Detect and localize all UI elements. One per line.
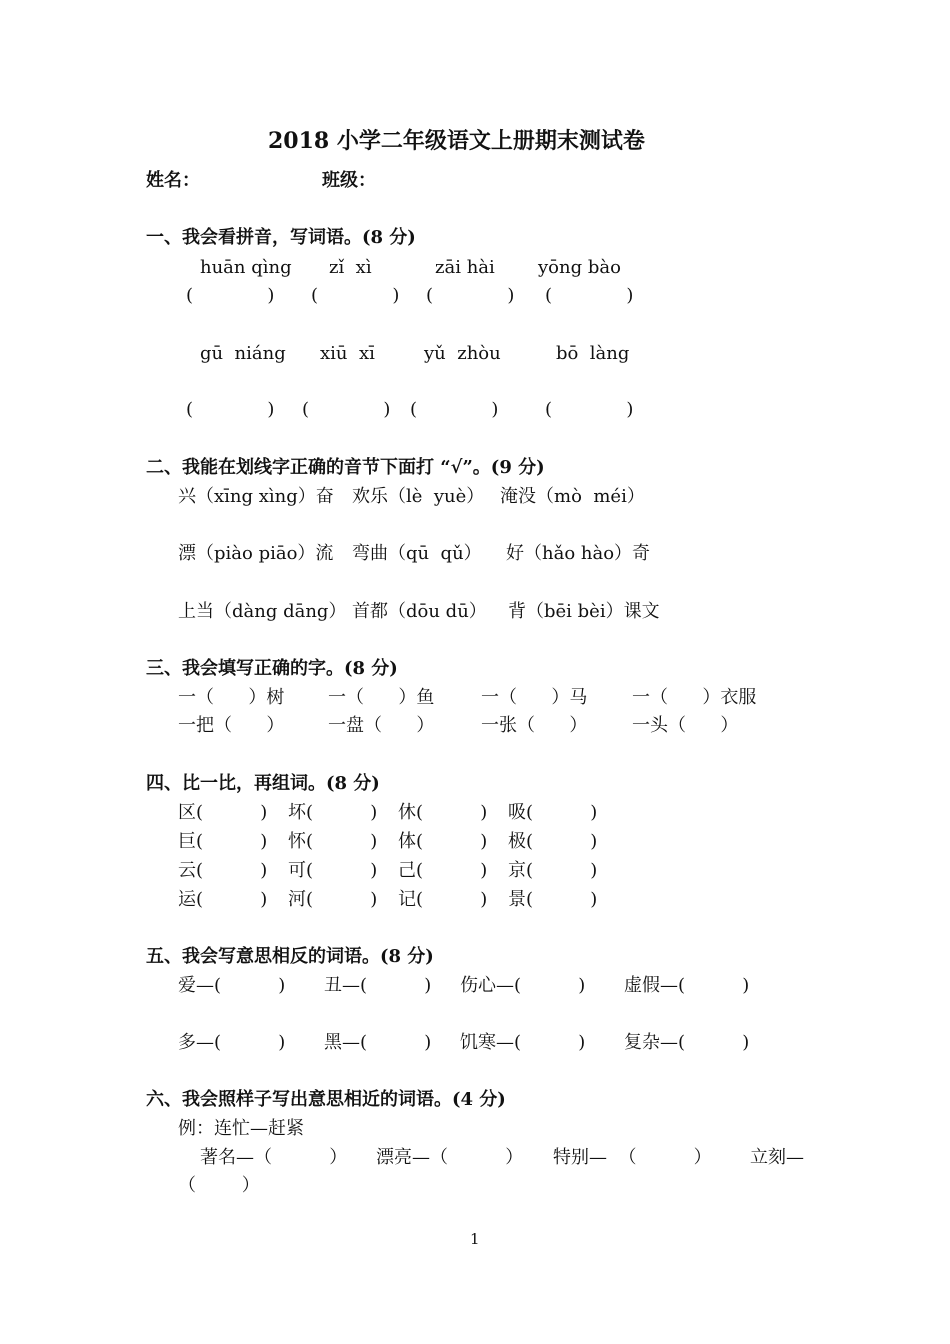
synonym-item[interactable]: 立刻— (750, 1147, 804, 1168)
pinyin-item: bō làng (556, 343, 630, 364)
fill-item[interactable]: 一（ ）衣服 (632, 687, 757, 708)
compare-item[interactable]: 记( ) (398, 889, 488, 910)
section-5-heading: 五、我会写意思相反的词语。(8 分) (146, 946, 434, 967)
name-label: 姓名： (146, 170, 200, 191)
fill-item[interactable]: 一（ ）鱼 (328, 687, 435, 708)
section-2-heading: 二、我能在划线字正确的音节下面打 “√”。(9 分) (146, 457, 545, 478)
compare-item[interactable]: 运( ) (178, 889, 268, 910)
compare-item[interactable]: 京( ) (508, 860, 598, 881)
fill-item[interactable]: 一（ ）树 (178, 687, 285, 708)
synonym-item[interactable]: 特别— （ ） (553, 1147, 712, 1168)
answer-blank[interactable]: ( ) (545, 285, 634, 306)
compare-item[interactable]: 休( ) (398, 802, 488, 823)
antonym-item[interactable]: 伤心—( ) (460, 975, 586, 996)
answer-blank[interactable]: ( ) (410, 399, 499, 420)
antonym-item[interactable]: 虚假—( ) (624, 975, 750, 996)
section-6-heading: 六、我会照样子写出意思相近的词语。(4 分) (146, 1089, 506, 1110)
section-4-heading: 四、比一比，再组词。(8 分) (146, 773, 380, 794)
fill-item[interactable]: 一盘（ ） (328, 715, 435, 736)
fill-item[interactable]: 一把（ ） (178, 715, 285, 736)
class-label: 班级： (322, 170, 376, 191)
compare-item[interactable]: 区( ) (178, 802, 268, 823)
antonym-item[interactable]: 多—( ) (178, 1032, 286, 1053)
page-number: 1 (470, 1230, 480, 1248)
pinyin-item: gū niáng (200, 343, 286, 364)
answer-blank[interactable]: ( ) (186, 285, 275, 306)
answer-blank[interactable]: （ ） (178, 1175, 260, 1196)
compare-item[interactable]: 吸( ) (508, 802, 598, 823)
pinyin-choice[interactable]: 漂（piào piāo）流 (178, 543, 334, 564)
pinyin-item: huān qìng (200, 257, 292, 278)
synonym-item[interactable]: 漂亮—（ ） (376, 1147, 524, 1168)
answer-blank[interactable]: ( ) (311, 285, 400, 306)
compare-item[interactable]: 云( ) (178, 860, 268, 881)
antonym-item[interactable]: 复杂—( ) (624, 1032, 750, 1053)
answer-blank[interactable]: ( ) (302, 399, 391, 420)
compare-item[interactable]: 巨( ) (178, 831, 268, 852)
fill-item[interactable]: 一头（ ） (632, 715, 739, 736)
answer-blank[interactable]: ( ) (545, 399, 634, 420)
pinyin-choice[interactable]: 首都（dōu dū） (352, 601, 487, 622)
antonym-item[interactable]: 爱—( ) (178, 975, 286, 996)
antonym-item[interactable]: 丑—( ) (324, 975, 432, 996)
pinyin-choice[interactable]: 好（hǎo hào）奇 (506, 543, 651, 564)
compare-item[interactable]: 景( ) (508, 889, 598, 910)
answer-blank[interactable]: ( ) (426, 285, 515, 306)
answer-blank[interactable]: ( ) (186, 399, 275, 420)
compare-item[interactable]: 己( ) (398, 860, 488, 881)
example-line: 例：连忙—赶紧 (178, 1118, 304, 1139)
pinyin-item: yōng bào (538, 257, 621, 278)
compare-item[interactable]: 怀( ) (288, 831, 378, 852)
pinyin-choice[interactable]: 淹没（mò méi） (500, 486, 645, 507)
fill-item[interactable]: 一（ ）马 (481, 687, 588, 708)
antonym-item[interactable]: 饥寒—( ) (460, 1032, 586, 1053)
pinyin-choice[interactable]: 弯曲（qū qǔ） (352, 543, 482, 564)
pinyin-choice[interactable]: 上当（dàng dāng） (178, 601, 347, 622)
fill-item[interactable]: 一张（ ） (481, 715, 588, 736)
pinyin-item: xiū xī (320, 343, 375, 364)
page-title: 2018 小学二年级语文上册期末测试卷 (268, 128, 645, 154)
pinyin-choice[interactable]: 兴（xīng xìng）奋 (178, 486, 334, 507)
compare-item[interactable]: 坏( ) (288, 802, 378, 823)
compare-item[interactable]: 体( ) (398, 831, 488, 852)
pinyin-choice[interactable]: 背（bēi bèi）课文 (508, 601, 660, 622)
pinyin-item: zāi hài (435, 257, 495, 278)
antonym-item[interactable]: 黑—( ) (324, 1032, 432, 1053)
pinyin-item: zǐ xì (329, 257, 372, 278)
section-3-heading: 三、我会填写正确的字。(8 分) (146, 658, 398, 679)
compare-item[interactable]: 河( ) (288, 889, 378, 910)
compare-item[interactable]: 极( ) (508, 831, 598, 852)
section-1-heading: 一、我会看拼音，写词语。(8 分) (146, 227, 416, 248)
compare-item[interactable]: 可( ) (288, 860, 378, 881)
synonym-item[interactable]: 著名—（ ） (200, 1147, 348, 1168)
pinyin-item: yǔ zhòu (424, 343, 501, 364)
pinyin-choice[interactable]: 欢乐（lè yuè） (352, 486, 485, 507)
